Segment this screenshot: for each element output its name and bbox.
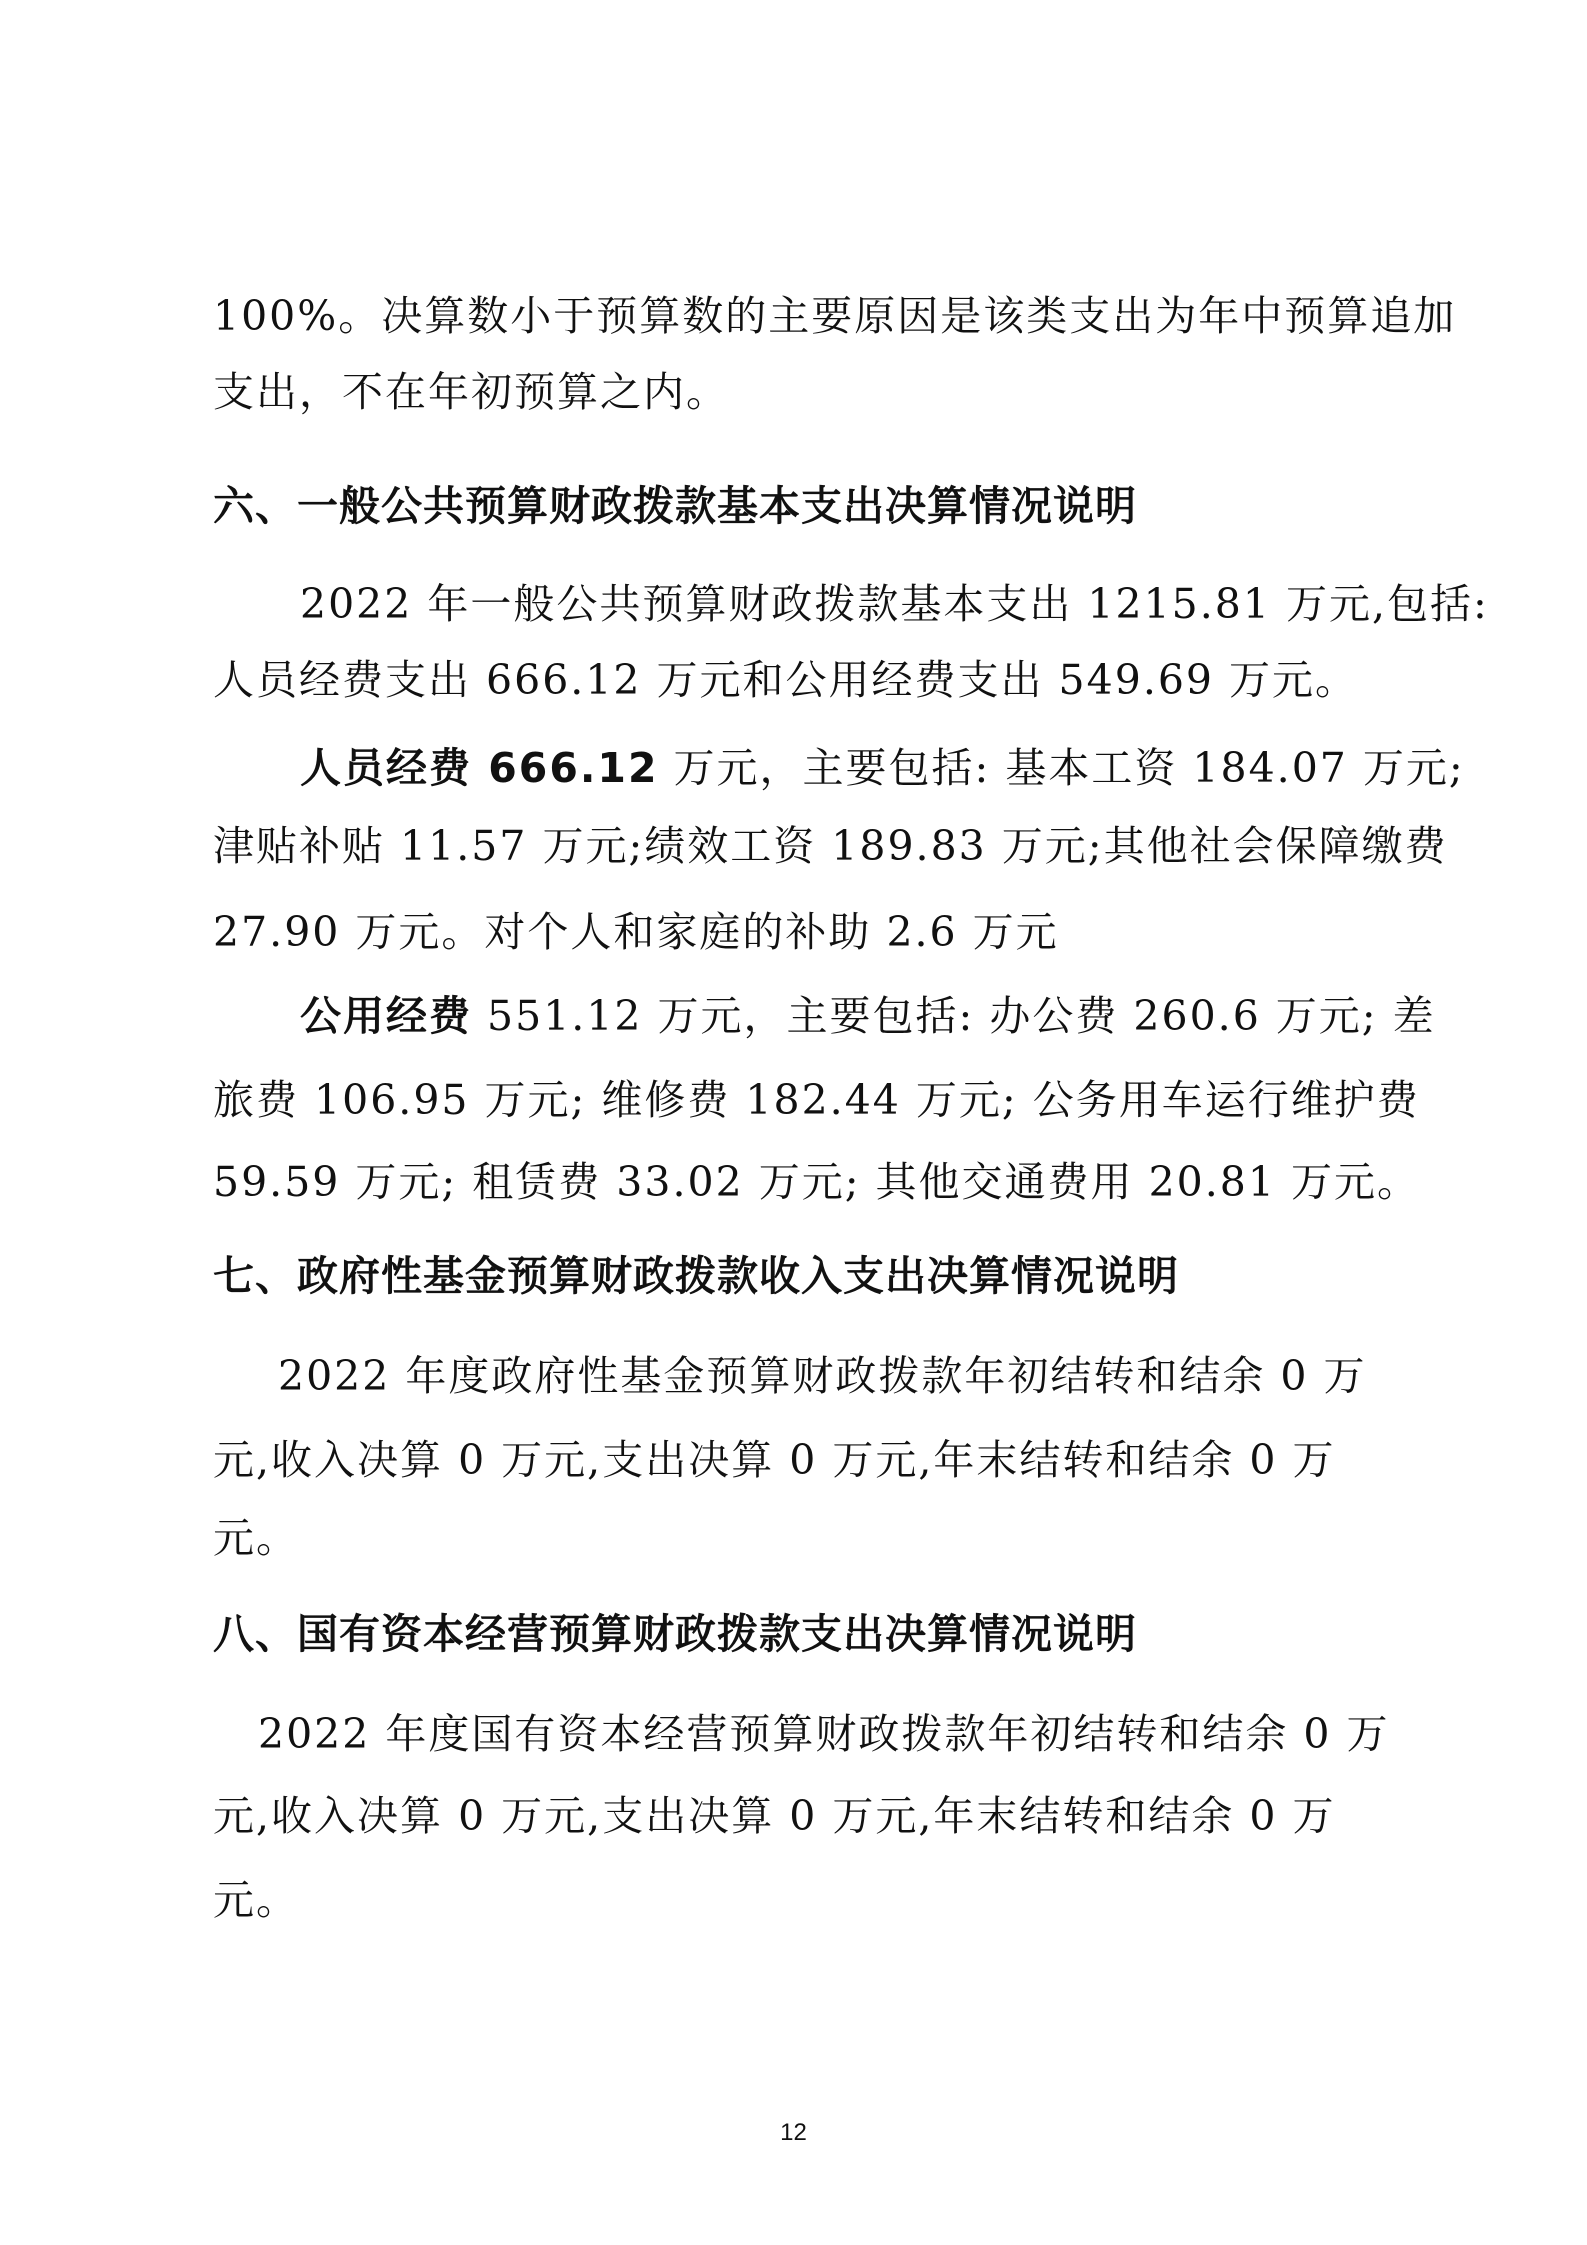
paragraph-line: 2022 年度政府性基金预算财政拨款年初结转和结余 0 万 [278,1352,1367,1400]
paragraph-line: 人员经费支出 666.12 万元和公用经费支出 549.69 万元。 [213,656,1359,704]
paragraph-line: 59.59 万元; 租赁费 33.02 万元; 其他交通费用 20.81 万元。 [213,1158,1420,1206]
paragraph-line: 元。 [213,1876,299,1924]
inline-text: 万元，主要包括: 基本工资 184.07 万元; [658,744,1465,792]
bold-label: 公用经费 [300,992,472,1040]
bold-label: 人员经费 666.12 [300,744,659,792]
paragraph-line [300,990,1480,1042]
paragraph-line [300,742,1480,794]
paragraph-line: 元。 [213,1514,299,1562]
text-line: 支出，不在年初预算之内。 [213,368,729,416]
inline-text: 551.12 万元，主要包括: 办公费 260.6 万元; 差 [472,992,1436,1040]
paragraph-line: 2022 年度国有资本经营预算财政拨款年初结转和结余 0 万 [258,1710,1390,1758]
paragraph-line: 2022 年一般公共预算财政拨款基本支出 1215.81 万元,包括: [300,580,1489,628]
paragraph-line: 旅费 106.95 万元; 维修费 182.44 万元; 公务用车运行维护费 [213,1076,1420,1124]
section-heading-6: 六、一般公共预算财政拨款基本支出决算情况说明 [213,482,1137,530]
section-heading-7: 七、政府性基金预算财政拨款收入支出决算情况说明 [213,1252,1179,1300]
paragraph-line: 元,收入决算 0 万元,支出决算 0 万元,年末结转和结余 0 万 [213,1792,1336,1840]
paragraph-line: 元,收入决算 0 万元,支出决算 0 万元,年末结转和结余 0 万 [213,1436,1336,1484]
paragraph-line: 津贴补贴 11.57 万元;绩效工资 189.83 万元;其他社会保障缴费 [213,822,1448,870]
section-heading-8: 八、国有资本经营预算财政拨款支出决算情况说明 [213,1610,1137,1658]
paragraph-line: 27.90 万元。对个人和家庭的补助 2.6 万元 [213,908,1059,956]
text-line: 100%。决算数小于预算数的主要原因是该类支出为年中预算追加 [213,292,1457,340]
page-number: 12 [780,2119,807,2146]
